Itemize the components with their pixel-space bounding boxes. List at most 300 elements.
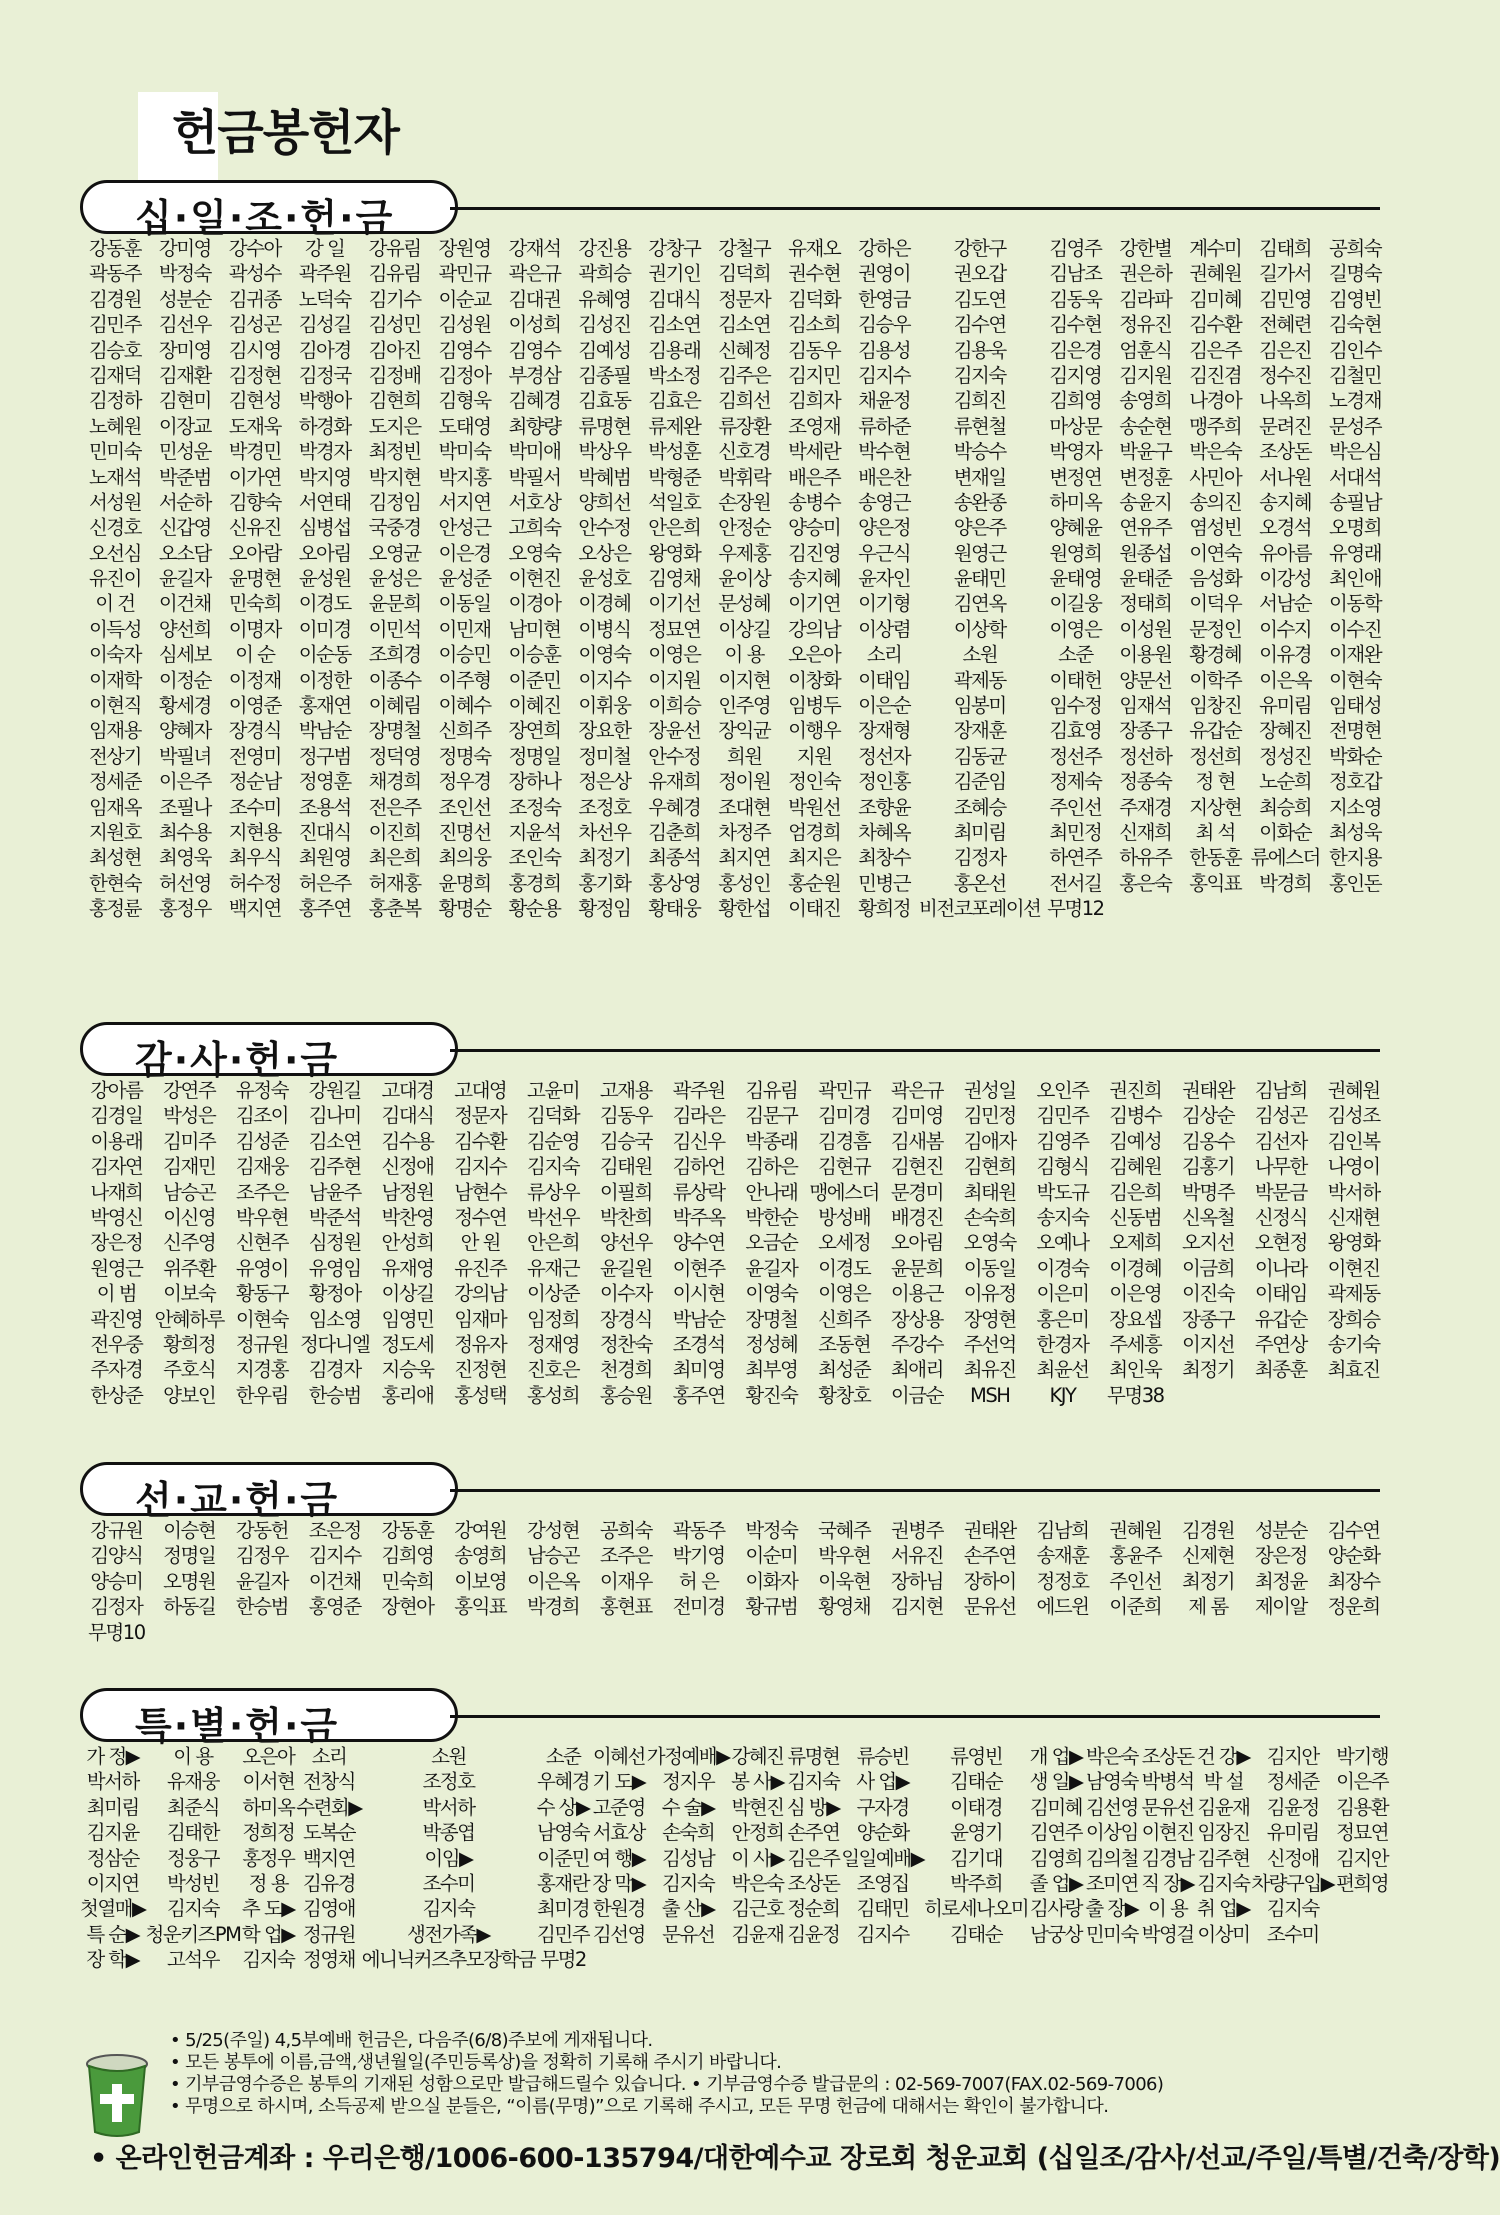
donor-name: 차정주 [718,820,771,844]
donor-name: 김영채 [648,567,701,591]
donor-name: 이 용 [1147,1897,1188,1921]
donor-name: 윤명현 [228,567,281,591]
donor-name [735,1620,808,1645]
donor-name: 지현용 [228,820,281,844]
donor-name: 학 업▶ [241,1922,295,1946]
donor-name: 고윤미 [527,1079,580,1102]
donor-name: 장하님 [890,1569,943,1593]
donor-name: 특 순▶ [86,1922,140,1946]
donor-name: 박은심 [1329,440,1382,464]
donor-name: 곽제동 [1327,1282,1380,1306]
donor-name: 주강수 [890,1332,943,1356]
donor-name: 김소연 [718,313,771,337]
donor-name: 수 술▶ [661,1795,715,1819]
donor-name: 이보숙 [163,1282,216,1306]
donor-name: 전상기 [88,744,141,768]
donor-name: 김정자 [90,1595,143,1619]
donor-name: 류하준 [858,414,911,438]
donor-name [730,1947,786,1972]
donor-name: 오명원 [163,1569,216,1593]
donor-name: 김예성 [1109,1129,1162,1153]
donor-name: 최종훈 [1254,1358,1307,1382]
donor-name: 이동일 [438,592,491,616]
donor-name: 나경아 [1189,389,1242,413]
donor-name: 조희경 [368,643,421,667]
donor-name: 김선영 [1085,1795,1138,1819]
donor-name: 출 장▶ [1085,1897,1139,1921]
donor-name: 마상문 [1049,414,1102,438]
donor-name: 심 방▶ [786,1795,840,1819]
donor-name: 양은주 [953,516,1006,540]
donor-name: 김태원 [599,1155,652,1179]
donor-name: 홍순원 [788,871,841,895]
donor-name: 신희주 [818,1307,871,1331]
donor-name: 인주영 [718,694,771,718]
donor-name: 이 사▶ [731,1846,784,1870]
notice-line: • 5/25(주일) 4,5부예배 헌금은, 다음주(6/8)주보에 게재됩니다. [170,2030,653,2051]
donor-name: 박종래 [745,1129,798,1153]
donor-name: 김현진 [890,1155,943,1179]
donor-name: 출 산▶ [661,1897,715,1921]
donor-name: 정묘연 [648,617,701,641]
donor-name: 박경희 [1259,871,1312,895]
donor-name: 임영민 [381,1307,434,1331]
donor-name: 김대식 [648,287,701,311]
donor-name: 김지수 [858,363,911,387]
donor-name: 김희선 [718,389,771,413]
donor-name: 서순하 [158,490,211,514]
donor-name: 신유진 [228,516,281,540]
donor-name: 정문자 [454,1104,507,1128]
donor-name: 이건채 [158,592,211,616]
donor-name: 이지현 [718,668,771,692]
donor-name: 정인숙 [788,770,841,794]
donor-name: 김영희 [1030,1846,1083,1870]
donor-name: 강성현 [527,1519,580,1542]
donor-name: 이상길 [718,617,771,641]
mission-name-grid [80,1518,1390,1645]
donor-name: 김용욱 [953,338,1006,362]
donor-name: 김승호 [88,338,141,362]
donor-name: 주세흥 [1109,1332,1162,1356]
donor-name: 남궁상 [1030,1922,1083,1946]
donor-name: 임재석 [1119,694,1172,718]
donor-name: 이준희 [1109,1595,1162,1619]
donor-name: 윤성호 [578,567,631,591]
donor-name: 박세란 [788,440,841,464]
donor-name: 김지숙 [953,363,1006,387]
donor-name: 송병수 [788,490,841,514]
donor-name: 조경석 [672,1332,725,1356]
donor-name: 박지홍 [438,465,491,489]
donor-name: 지상현 [1189,795,1242,819]
donor-name: 유재오 [788,237,841,260]
donor-name: 원영희 [1049,541,1102,565]
donor-name: 박현진 [731,1795,784,1819]
donor-name: 윤명희 [438,871,491,895]
donor-name [153,1620,226,1645]
donor-name: 정종숙 [1119,770,1172,794]
donor-name: 김정국 [298,363,351,387]
donor-name [371,1620,444,1645]
donor-name: 정은상 [578,770,631,794]
special-name-grid [80,1744,1390,1973]
donor-name: 이 용 [724,643,764,667]
donor-name: 최효진 [1327,1358,1380,1382]
donor-name: 박 설 [1203,1770,1244,1794]
donor-name: 문성혜 [718,592,771,616]
donor-name: 이휘웅 [578,694,631,718]
donor-name: 김형욱 [438,389,491,413]
donor-name: 윤문희 [368,592,421,616]
donor-name: 장은정 [1254,1544,1307,1568]
donor-name: 양수연 [672,1231,725,1255]
donor-name: 남영숙 [1085,1770,1138,1794]
donor-name: 박승수 [953,440,1006,464]
donor-name: 정세준 [1266,1770,1319,1794]
donor-name: 안정순 [718,516,771,540]
donor-name: 강한구 [953,237,1006,260]
donor-name: 오선심 [88,541,141,565]
donor-name: 김은주 [787,1846,840,1870]
donor-name: 안정희 [731,1821,784,1845]
donor-name: 생전가족▶ [407,1922,490,1946]
donor-name: 송순현 [1119,414,1172,438]
donor-name: 조상돈 [787,1871,840,1895]
donor-name: 이종수 [368,668,421,692]
donor-name: 이순교 [438,287,491,311]
donor-name: 이시현 [672,1282,725,1306]
donor-name: 민병근 [858,871,911,895]
donor-name: 강창구 [648,237,701,260]
donor-name: 김영수 [438,338,491,362]
donor-name: 개 업▶ [1029,1745,1083,1768]
donor-name: 이진숙 [1182,1282,1235,1306]
donor-name: 전우중 [90,1332,143,1356]
section-pill [80,1462,458,1522]
donor-name: 우제홍 [718,541,771,565]
donor-name: 황한섭 [718,897,771,921]
donor-name: 나영이 [1327,1155,1380,1179]
donor-name: 조인숙 [508,846,561,870]
donor-name: 박서하 [86,1770,139,1794]
donor-name: 이용원 [1119,643,1172,667]
donor-name [591,1947,647,1972]
donor-name: 오상은 [578,541,631,565]
donor-name: 류승빈 [856,1745,909,1768]
donor-name: 이순미 [745,1544,798,1568]
donor-name: 박서하 [1327,1180,1380,1204]
donor-name: 이현진 [1141,1821,1194,1845]
donor-name: 길명숙 [1329,262,1382,286]
donor-name: 이창화 [788,668,841,692]
donor-name: 김하은 [745,1155,798,1179]
donor-name: 이태임 [1254,1282,1307,1306]
donor-name: 신현주 [235,1231,288,1255]
section-header-special [80,1688,1380,1748]
donor-name [647,1947,730,1972]
donor-name: 정구범 [298,744,351,768]
donor-name: 김아경 [298,338,351,362]
notice-line: • 모든 봉투에 이름,금액,생년월일(주민등록상)을 정확히 기록해 주시기 바랍니다. [170,2052,782,2073]
donor-name: 지소영 [1329,795,1382,819]
donor-name: 이은영 [1109,1282,1162,1306]
donor-name: 김지윤 [86,1821,139,1845]
donor-name: 김아진 [368,338,421,362]
donor-name: 강철구 [718,237,771,260]
donor-name: 윤길자 [235,1569,288,1593]
donor-name: 홍성희 [527,1383,580,1407]
donor-name [1244,1620,1317,1645]
donor-name: 무명2 [540,1948,586,1972]
donor-name: 유갑순 [1254,1307,1307,1331]
donor-name: 정성혜 [745,1332,798,1356]
donor-name: 제이알 [1254,1595,1307,1619]
donor-name: 최성욱 [1329,820,1382,844]
donor-name: 이 건 [95,592,135,616]
donor-name: 이임▶ [424,1846,473,1870]
donor-name: 신혜정 [718,338,771,362]
donor-name: 김지수 [308,1544,361,1568]
donor-name: 이영숙 [578,643,631,667]
donor-name: 정문자 [718,287,771,311]
donor-name: 황정임 [578,897,631,921]
donor-name: 이상렴 [858,617,911,641]
donor-name: 이혜진 [508,694,561,718]
donor-name: 한경자 [1036,1332,1089,1356]
donor-name: 염성빈 [1189,516,1242,540]
donor-name: 홍성택 [454,1383,507,1407]
donor-name: 에니닉커즈추모장학금 [361,1948,536,1972]
donor-name: 박준석 [308,1205,361,1229]
donor-name: 노경재 [1329,389,1382,413]
donor-name: 조인선 [438,795,491,819]
donor-name: 박기행 [1336,1745,1389,1768]
donor-name [589,1620,662,1645]
donor-name: 민미숙 [88,440,141,464]
donor-name: 홍춘복 [368,897,421,921]
donor-name: 김유림 [368,262,421,286]
donor-name: 신경호 [88,516,141,540]
donor-name: 이경아 [508,592,561,616]
donor-name: 김혜경 [508,389,561,413]
donor-name: 정영훈 [298,770,351,794]
donor-name: 오현정 [1254,1231,1307,1255]
donor-name: 김병수 [1109,1104,1162,1128]
donor-name: 조정숙 [508,795,561,819]
donor-name: 박성빈 [166,1871,219,1895]
donor-name: 하미옥 [1049,490,1102,514]
donor-name: 하미옥 [242,1795,295,1819]
donor-name: 조수미 [422,1871,475,1895]
donor-name: 조수미 [228,795,281,819]
donor-name: 신재희 [1119,820,1172,844]
donor-name [841,1947,924,1972]
donor-name: 양승미 [788,516,841,540]
donor-name: 최영욱 [158,846,211,870]
donor-name: 권혜원 [1109,1519,1162,1542]
donor-name: 이길웅 [1049,592,1102,616]
donor-name: 김철민 [1329,363,1382,387]
donor-name: 김순영 [527,1129,580,1153]
donor-name: 박수현 [858,440,911,464]
donor-name: 이경혜 [1109,1256,1162,1280]
donor-name: 남승곤 [163,1180,216,1204]
donor-name: 임재용 [88,719,141,743]
donor-name: 희원 [726,744,762,768]
donor-name: 오소담 [158,541,211,565]
donor-name: 김경원 [88,287,141,311]
donor-name: 최태원 [963,1180,1016,1204]
donor-name: 정성진 [1259,744,1312,768]
donor-name: 권혜원 [1327,1079,1380,1102]
donor-name: 김성남 [662,1846,715,1870]
offering-bin-icon [84,2052,150,2138]
donor-name: 김신우 [672,1129,725,1153]
donor-name: 이은옥 [527,1569,580,1593]
donor-name: 차선우 [578,820,631,844]
donor-name: 부경삼 [508,363,561,387]
donor-name: 정선자 [858,744,911,768]
donor-name: 도복순 [303,1821,356,1845]
donor-name: 홍주연 [298,897,351,921]
donor-name: 정웅구 [166,1846,219,1870]
donor-name: 전창식 [303,1770,356,1794]
donor-name: 김덕화 [788,287,841,311]
donor-name: 지윤석 [508,820,561,844]
donor-name: 오경석 [1259,516,1312,540]
donor-name: 이욱현 [818,1569,871,1593]
donor-name: 김민주 [88,313,141,337]
donor-name: 오영숙 [508,541,561,565]
donor-name: 박경희 [527,1595,580,1619]
donor-name: 김지민 [788,363,841,387]
donor-name: 김사랑 [1030,1897,1083,1921]
donor-name: 장경식 [228,719,281,743]
donor-name: 유영래 [1329,541,1382,565]
donor-name: 윤성준 [438,567,491,591]
donor-name: 노재석 [88,465,141,489]
donor-name: 고재용 [599,1079,652,1102]
donor-name: 이은미 [1036,1282,1089,1306]
donor-name: 맹주희 [1189,414,1242,438]
donor-name: 김하언 [672,1155,725,1179]
donor-name: 김윤재 [1197,1795,1250,1819]
donor-name: 홍재란 [537,1871,590,1895]
donor-name: 박찬영 [381,1205,434,1229]
donor-name: 방성배 [818,1205,871,1229]
donor-name: 김경남 [1141,1846,1194,1870]
donor-name: 김지수 [454,1155,507,1179]
donor-name: 이강성 [1259,567,1312,591]
donor-name: 여 행▶ [592,1846,646,1870]
donor-name: 지경홍 [235,1358,288,1382]
donor-name: 이재학 [88,668,141,692]
donor-name: 강여원 [454,1519,507,1542]
donor-name: 박정숙 [745,1519,798,1542]
donor-name: 최향량 [508,414,561,438]
donor-name: 김희자 [788,389,841,413]
donor-name: 신정애 [1266,1846,1319,1870]
donor-name: 홍상영 [648,871,701,895]
donor-name: 이동일 [963,1256,1016,1280]
donor-name [444,1620,517,1645]
donor-name: 홍은숙 [1119,871,1172,895]
donor-name: 정덕영 [368,744,421,768]
donor-name: 김시영 [228,338,281,362]
donor-name: 정삼순 [86,1846,139,1870]
donor-name: 이지연 [86,1871,139,1895]
donor-name: 서성원 [88,490,141,514]
section-pill [80,1688,458,1748]
donor-name: 정호갑 [1329,770,1382,794]
donor-name: 임정희 [527,1307,580,1331]
donor-name: 김선자 [1254,1129,1307,1153]
donor-name: 이유경 [1259,643,1312,667]
donor-name: 홍리애 [381,1383,434,1407]
donor-name: 심세보 [158,643,211,667]
donor-name: 김주현 [308,1155,361,1179]
donor-name: 조필나 [158,795,211,819]
donor-name: 변재일 [953,465,1006,489]
donor-name: 주인선 [1109,1569,1162,1593]
donor-name: 김기수 [368,287,421,311]
donor-name: 서남순 [1259,592,1312,616]
donor-name: 성분순 [158,287,211,311]
donor-name: 최정기 [578,846,631,870]
donor-name: 홍재연 [298,694,351,718]
donor-name: 이준민 [537,1846,590,1870]
donor-name: 이기연 [788,592,841,616]
donor-name: 김영주 [1036,1129,1089,1153]
donor-name: 이학주 [1189,668,1242,692]
donor-name: 권성일 [963,1079,1016,1102]
donor-name: 이태진 [788,897,841,921]
donor-name: 장요셉 [1109,1307,1162,1331]
donor-name: 나무한 [1254,1155,1307,1179]
donor-name: 곽희승 [578,262,631,286]
donor-name: 정태희 [1119,592,1172,616]
donor-name: 안성희 [381,1231,434,1255]
donor-name: 무명10 [88,1620,145,1644]
donor-name [298,1620,371,1645]
donor-name [1250,896,1320,921]
donor-name: 유재영 [381,1256,434,1280]
donor-name: 소리 [311,1745,347,1768]
donor-name: 이진희 [368,820,421,844]
donor-name: 히로세나오미 [924,1897,1029,1921]
donor-name: 권진희 [1109,1079,1162,1102]
donor-name: 황세경 [158,694,211,718]
donor-name: 김진영 [788,541,841,565]
donor-name: 김지영 [1049,363,1102,387]
donor-name: 박원선 [788,795,841,819]
donor-name: 이은경 [438,541,491,565]
donor-name: 정운희 [1327,1595,1380,1619]
donor-name: 송영근 [858,490,911,514]
donor-name: 이상학 [953,617,1006,641]
donor-name: 주재경 [1119,795,1172,819]
donor-name: 최미영 [672,1358,725,1382]
donor-name: 이은옥 [1259,668,1312,692]
donor-name: 이영은 [648,643,701,667]
donor-name: 이영은 [1049,617,1102,641]
donor-name: 김희영 [381,1544,434,1568]
donor-name: 김남조 [1049,262,1102,286]
donor-name: 서지연 [438,490,491,514]
donor-name: 이현주 [672,1256,725,1280]
donor-name: 이상준 [527,1282,580,1306]
